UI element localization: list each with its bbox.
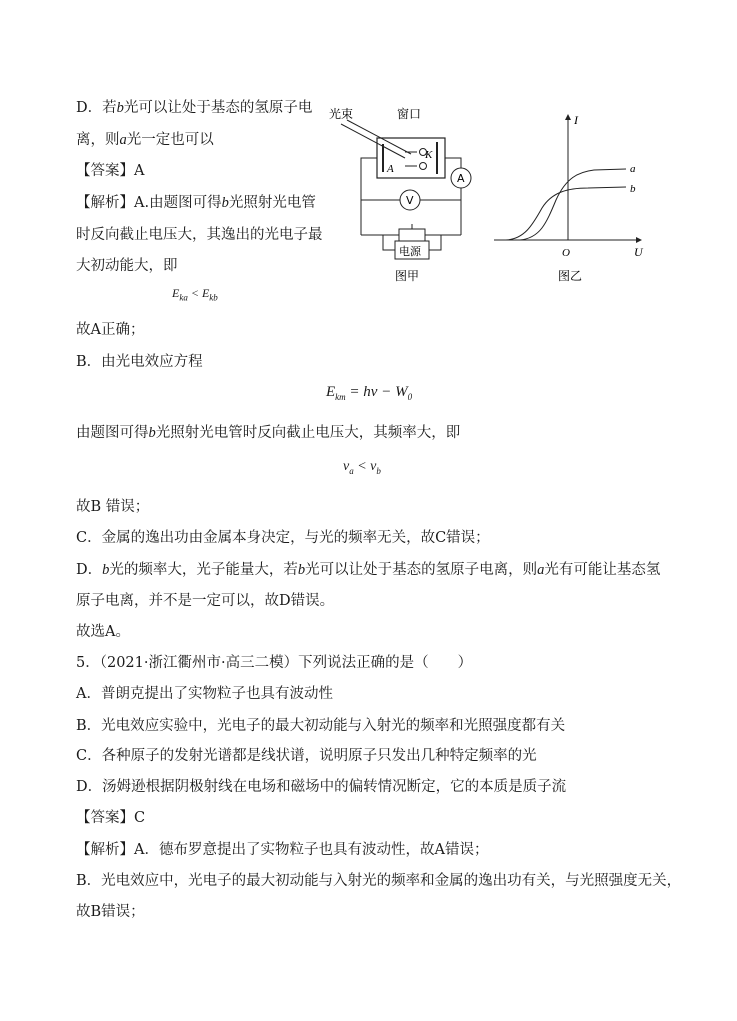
answer-tag: 【答案】 <box>76 163 134 179</box>
explanation-4-line4: 故A正确； <box>76 322 145 338</box>
text: 光可以让处于基态的氢原子电 <box>123 100 313 116</box>
text: 光一定也可以 <box>126 132 214 148</box>
explanation-4-line6 <box>76 423 460 443</box>
voltmeter-label: V <box>406 194 414 207</box>
text: 光有可能让基态氢 <box>544 562 661 578</box>
equation-eka-ekb: $E_{ka} < E_{kb}$ <box>172 286 218 303</box>
text: D． <box>76 562 103 578</box>
curve-b <box>506 187 626 240</box>
cathode-label: K <box>425 149 433 161</box>
question-5-option-d: D．汤姆逊根据阴极射线在电场和磁场中的偏转情况断定，它的本质是质子流 <box>76 779 567 795</box>
q4-option-d-line1 <box>76 98 312 118</box>
text: b <box>148 425 156 441</box>
figure-b-caption: 图乙 <box>558 269 583 283</box>
explanation-5-line3: 故B错误； <box>76 904 145 920</box>
explanation-4-line3: 大初动能大，即 <box>76 258 178 274</box>
answer-5 <box>76 808 145 828</box>
text: A．德布罗意提出了实物粒子也具有波动性，故A错误； <box>134 842 489 858</box>
text: b <box>297 562 306 578</box>
question-5-stem: 5．（2021·浙江衢州市·高三二模）下列说法正确的是（ ） <box>76 655 473 671</box>
ammeter-label: A <box>457 172 465 185</box>
question-5-option-c: C．各种原子的发射光谱都是线状谱，说明原子只发出几种特定频率的光 <box>76 748 537 764</box>
origin-label: O <box>562 247 570 259</box>
text: 由题图可得 <box>76 425 149 441</box>
text: 光可以让处于基态的氢原子电离，则 <box>305 562 538 578</box>
x-axis-arrow <box>636 237 642 243</box>
x-axis-label: U <box>634 245 643 259</box>
figure-b-iu-graph <box>488 108 648 288</box>
explanation-4-line1 <box>76 193 316 213</box>
explanation-4-line10: 原子电离，并不是一定可以，故D错误。 <box>76 593 335 609</box>
explanation-4-line9 <box>76 560 660 580</box>
explanation-4-line11: 故选A。 <box>76 624 130 640</box>
text: A.由题图可得 <box>134 195 222 211</box>
curve-a-label: a <box>630 163 636 175</box>
answer-value: A <box>134 163 145 179</box>
equation-frequency: $\nu_a < \nu_b$ <box>343 459 381 476</box>
explanation-tag: 【解析】 <box>76 842 134 858</box>
text: b <box>102 562 110 578</box>
wire-right <box>445 158 461 168</box>
answer-value: C <box>134 810 146 826</box>
source-label: 电源 <box>399 245 421 258</box>
figure-a-caption: 图甲 <box>395 269 420 283</box>
answer-4 <box>76 161 144 181</box>
question-5-option-a: A．普朗克提出了实物粒子也具有波动性 <box>76 686 333 702</box>
text: 光照射光电管 <box>228 195 316 211</box>
q4-option-d-line2 <box>76 130 214 150</box>
answer-tag: 【答案】 <box>76 810 134 826</box>
text: a <box>119 132 127 148</box>
text: a <box>537 562 545 578</box>
explanation-5-line2: B．光电效应中，光电子的最大初动能与入射光的频率和金属的逸出功有关，与光照强度无关， <box>76 873 682 889</box>
equation-photoelectric: $E_{km} = h\nu - W_0$ <box>326 384 413 402</box>
explanation-4-line5: B．由光电效应方程 <box>76 354 203 370</box>
question-5-option-b: B．光电效应实验中，光电子的最大初动能与入射光的频率和光照强度都有关 <box>76 718 566 734</box>
y-axis-label: I <box>574 113 578 127</box>
electron-2 <box>420 163 427 170</box>
rheostat <box>399 229 425 241</box>
beam-label: 光束 <box>329 107 354 121</box>
curve-a <box>520 169 626 240</box>
explanation-4-line2: 时反向截止电压大，其逸出的光电子最 <box>76 227 323 243</box>
explanation-4-line7: 故B 错误； <box>76 499 150 515</box>
text: D．若 <box>76 100 117 116</box>
wire-source-right <box>429 235 441 250</box>
wire-source <box>383 235 395 250</box>
y-axis-arrow <box>565 114 571 120</box>
text: 离，则 <box>76 132 120 148</box>
explanation-tag: 【解析】 <box>76 195 134 211</box>
wire-left <box>361 158 377 235</box>
explanation-5-line1 <box>76 840 488 860</box>
text: b <box>221 195 229 211</box>
text: 光照射光电管时反向截止电压大，其频率大，即 <box>155 425 461 441</box>
window-label: 窗口 <box>397 107 422 121</box>
text: 光的频率大，光子能量大，若 <box>109 562 298 578</box>
light-beam-line-1 <box>341 124 405 158</box>
figure-a-circuit <box>325 100 485 290</box>
light-beam-line-2 <box>347 120 411 154</box>
curve-b-label: b <box>630 183 636 195</box>
text: b <box>116 100 124 116</box>
explanation-4-line8: C．金属的逸出功由金属本身决定，与光的频率无关，故C错误； <box>76 530 490 546</box>
anode-label: A <box>387 163 394 175</box>
